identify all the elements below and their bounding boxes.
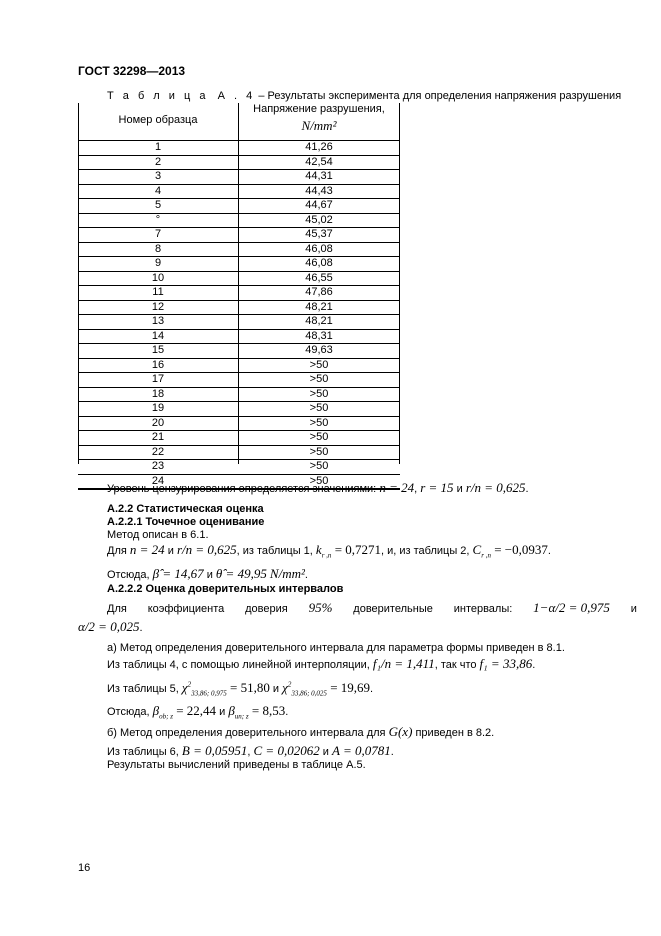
conj-and: и [167, 545, 174, 557]
method-text: Метод описан в 6.1. [107, 529, 209, 541]
formula-theta: θ̂ = 49,95 [215, 566, 267, 581]
table-row [78, 431, 400, 446]
cell-sample-number: 15 [151, 344, 165, 356]
cell-stress-value: 45,02 [305, 213, 333, 226]
chi-1-equation: = 51,80 [229, 680, 270, 695]
formula-c [472, 542, 548, 560]
formula-alpha: α/2 = 0,025 [78, 619, 140, 634]
table-row [78, 446, 400, 461]
cell-stress-value: 49,63 [305, 344, 333, 356]
formula-rn2: r/n = 0,625 [176, 542, 237, 557]
censoring-text: Уровень цензурирования определяется значениями: [107, 483, 377, 495]
cell-stress-value: >50 [309, 474, 329, 487]
document-header: ГОСТ 32298—2013 [78, 64, 186, 78]
table6-paragraph: Из таблицы 6, B = 0,05951, C = 0,02062 и A = 0,0781. [107, 743, 394, 758]
formula-1-alpha: 1−α/2 = 0,975 [533, 600, 610, 615]
cell-stress-value: >50 [309, 416, 329, 429]
cell-stress-value: 48,21 [305, 300, 333, 313]
cell-sample-number: 10 [151, 271, 165, 284]
cell-stress-value: 47,86 [305, 286, 333, 298]
cell-stress-value: >50 [309, 460, 329, 472]
formula-theta-unit: N/mm² [269, 566, 305, 581]
table-row [78, 228, 400, 243]
header-unit: N/mm² [301, 118, 337, 133]
formula-beta: β̂ = 14,67 [152, 566, 204, 581]
conf-percent: 95% [308, 600, 333, 615]
table-row [78, 214, 400, 229]
beta-ob-equation: = 22,44 [176, 703, 217, 718]
conj-and: и [322, 746, 329, 758]
chi-symbol: χ [181, 680, 188, 695]
from-table-5: Из таблицы 5, [107, 683, 179, 695]
table-row [78, 185, 400, 200]
section-heading-a222: А.2.2.2 Оценка доверительных интервалов [107, 583, 344, 595]
method-b-post: приведен в 8.2. [415, 727, 495, 739]
cell-sample-number: 19 [151, 402, 165, 414]
cell-sample-number: 9 [154, 257, 162, 269]
c-symbol: C [472, 542, 482, 557]
cell-sample-number: 17 [151, 373, 165, 385]
table-row [78, 199, 400, 214]
from-table-1: , из таблицы 1, [236, 545, 313, 557]
estimates-result: Отсюда, β̂ = 14,67 и θ̂ = 49,95 N/mm². [107, 566, 308, 581]
beta-symbol-2: β [228, 703, 235, 718]
caption-prefix: Т а б л и ц а [107, 90, 209, 102]
cell-sample-number: ° [155, 213, 161, 226]
formula-f1n: f₁/n = 1,411 [372, 656, 435, 671]
table-row [78, 344, 400, 359]
table-row [78, 402, 400, 417]
table-row [78, 417, 400, 432]
header-stress: Напряжение разрушения, [253, 103, 385, 115]
interpolation-paragraph: Из таблицы 4, с помощью линейной интерполяции, f₁/n = 1,411, так что f₁ = 33,86. [107, 656, 536, 671]
table-row [78, 373, 400, 388]
conf-intervals: доверительные [353, 603, 433, 615]
table-row [78, 330, 400, 345]
formula-n: n = 24 [379, 480, 415, 495]
whence-label-2: Отсюда, [107, 706, 150, 718]
method-b-paragraph [107, 724, 494, 740]
cell-stress-value: 41,26 [305, 141, 333, 153]
formula-n24: n = 24 [129, 542, 165, 557]
formula-chi-2: $\chi^2_{33,86; 0,025} = 19,69$ [282, 680, 371, 698]
method-b-pre: б) Метод определения доверительного интервала для [107, 727, 386, 739]
beta-symbol: β [152, 703, 160, 718]
from-table-2: , и, из таблицы 2, [381, 545, 470, 557]
table-row [78, 272, 400, 287]
cell-stress-value: 44,67 [305, 199, 333, 211]
conj-and: и [206, 569, 213, 581]
cell-sample-number: 1 [154, 141, 162, 153]
conj-and: и [219, 706, 226, 718]
table-border-mid [238, 103, 239, 464]
table-row [78, 156, 400, 171]
method-a-text: а) Метод определения доверительного интервала для параметра формы приведен в 8.1. [107, 642, 565, 654]
cell-stress-value: 46,08 [305, 257, 333, 269]
conf-for: Для [107, 603, 127, 615]
cell-sample-number: 24 [151, 474, 165, 487]
censoring-paragraph: Уровень цензурирования определяется значениями: n = 24, r = 15 и r/n = 0,625. [107, 480, 529, 495]
table-row [78, 170, 400, 185]
conf-trust: доверия [245, 603, 288, 615]
from-table-6: Из таблицы 6, [107, 746, 179, 758]
cell-sample-number: 12 [151, 300, 165, 313]
chi-subscript-2: 33,86; 0,025 [291, 689, 327, 698]
caption-text: – Результаты эксперимента для определения напряжения разрушения [258, 90, 622, 102]
cell-sample-number: 11 [152, 286, 164, 298]
table-header [78, 103, 400, 141]
cell-stress-value: 48,21 [305, 315, 333, 327]
cell-sample-number: 22 [151, 445, 165, 458]
cell-sample-number: 3 [154, 170, 162, 182]
table-row [78, 388, 400, 403]
formula-beta-un [228, 703, 286, 721]
formula-B: B = 0,05951 [181, 743, 248, 758]
so-that: , так что [434, 659, 477, 671]
formula-beta-ob [152, 703, 217, 721]
conf-coef: коэффициента [147, 603, 225, 615]
cell-stress-value: 42,54 [305, 155, 333, 168]
cell-sample-number: 7 [154, 228, 162, 240]
formula-C: C = 0,02062 [253, 743, 320, 758]
header-sample-number: Номер образца [118, 114, 198, 126]
conf-intervals-2: интервалы: [453, 603, 513, 615]
cell-stress-value: >50 [309, 431, 329, 443]
k-subscript: r ,n [321, 551, 332, 560]
beta-un-equation: = 8,53 [251, 703, 286, 718]
for-label: Для [107, 545, 127, 557]
cell-sample-number: 4 [154, 184, 162, 197]
cell-stress-value: 45,37 [305, 228, 333, 240]
table-border-left [78, 103, 79, 464]
table-caption [107, 90, 621, 102]
results-text: Результаты вычислений приведены в таблице А.5. [107, 759, 366, 771]
cell-sample-number: 18 [151, 387, 165, 400]
cell-stress-value: >50 [309, 402, 329, 414]
cell-sample-number: 13 [151, 315, 165, 327]
cell-stress-value: 46,08 [305, 242, 333, 255]
formula-alpha-line: α/2 = 0,025. [78, 619, 143, 634]
conj-and: и [272, 683, 280, 695]
section-heading-a22: А.2.2 Статистическая оценка [107, 503, 264, 515]
table-border-right [399, 103, 400, 464]
cell-stress-value: >50 [309, 387, 329, 400]
table-body [78, 141, 400, 490]
cell-stress-value: 44,43 [305, 184, 333, 197]
formula-f1: f₁ = 33,86 [479, 656, 533, 671]
cell-stress-value: 44,31 [305, 170, 333, 182]
cell-sample-number: 23 [151, 460, 165, 472]
conj-and: и [456, 483, 463, 495]
table-row [78, 141, 400, 156]
c-subscript: r ,n [481, 551, 491, 560]
cell-sample-number: 21 [151, 431, 165, 443]
cell-sample-number: 14 [151, 329, 165, 342]
formula-r: r = 15 [420, 480, 454, 495]
cell-sample-number: 16 [151, 358, 165, 371]
beta-un-subscript: un; z [234, 712, 249, 721]
section-heading-a221: А.2.2.1 Точечное оценивание [107, 516, 265, 528]
chi-subscript: 33,86; 0,975 [191, 689, 227, 698]
whence-label: Отсюда, [107, 569, 150, 581]
table-row [78, 257, 400, 272]
table-row [78, 286, 400, 301]
cell-stress-value: 48,31 [305, 329, 333, 342]
conj-and: и [630, 603, 637, 615]
chi-2-equation: = 19,69 [330, 680, 371, 695]
formula-gx: G(x) [388, 724, 413, 739]
cell-stress-value: >50 [309, 358, 329, 371]
k-symbol: k [315, 542, 322, 557]
table-row [78, 460, 400, 475]
table-row [78, 315, 400, 330]
k-equation: = 0,7271 [334, 542, 382, 557]
cell-stress-value: >50 [309, 373, 329, 385]
beta-paragraph: Отсюда, $\beta_{ob; z} = 22,44$ и $\beta_{un; z} = 8,53$. [107, 703, 289, 721]
chi-symbol-2: χ [282, 680, 288, 695]
c-equation: = −0,0937 [494, 542, 548, 557]
estimates-paragraph: Для n = 24 и r/n = 0,625, из таблицы 1, $k_{r ,n} = 0,7271$, и, из таблицы 2, $C_{r ,n} = -0,0937$. [107, 542, 551, 560]
cell-sample-number: 8 [154, 242, 162, 255]
table-row [78, 301, 400, 316]
chi-paragraph: Из таблицы 5, $\chi^2_{33,86; 0,975} = 51,80$ и $\chi^2_{33,86; 0,025} = 19,69$. [107, 680, 374, 698]
formula-k [315, 542, 382, 560]
formula-chi-1: $\chi^2_{33,86; 0,975} = 51,80$ [181, 680, 270, 698]
cell-sample-number: 2 [154, 155, 162, 168]
cell-stress-value: 46,55 [305, 271, 333, 284]
formula-A: A = 0,0781 [331, 743, 391, 758]
confidence-paragraph [107, 600, 637, 616]
table-row [78, 243, 400, 258]
page-number: 16 [78, 862, 91, 874]
cell-stress-value: >50 [309, 445, 329, 458]
cell-sample-number: 20 [151, 416, 165, 429]
beta-ob-subscript: ob; z [159, 712, 173, 721]
from-table-4: Из таблицы 4, с помощью линейной интерполяции, [107, 659, 370, 671]
table-row [78, 359, 400, 374]
formula-rn: r/n = 0,625 [465, 480, 526, 495]
cell-sample-number: 5 [154, 199, 162, 211]
caption-number: А . 4 [217, 90, 256, 102]
